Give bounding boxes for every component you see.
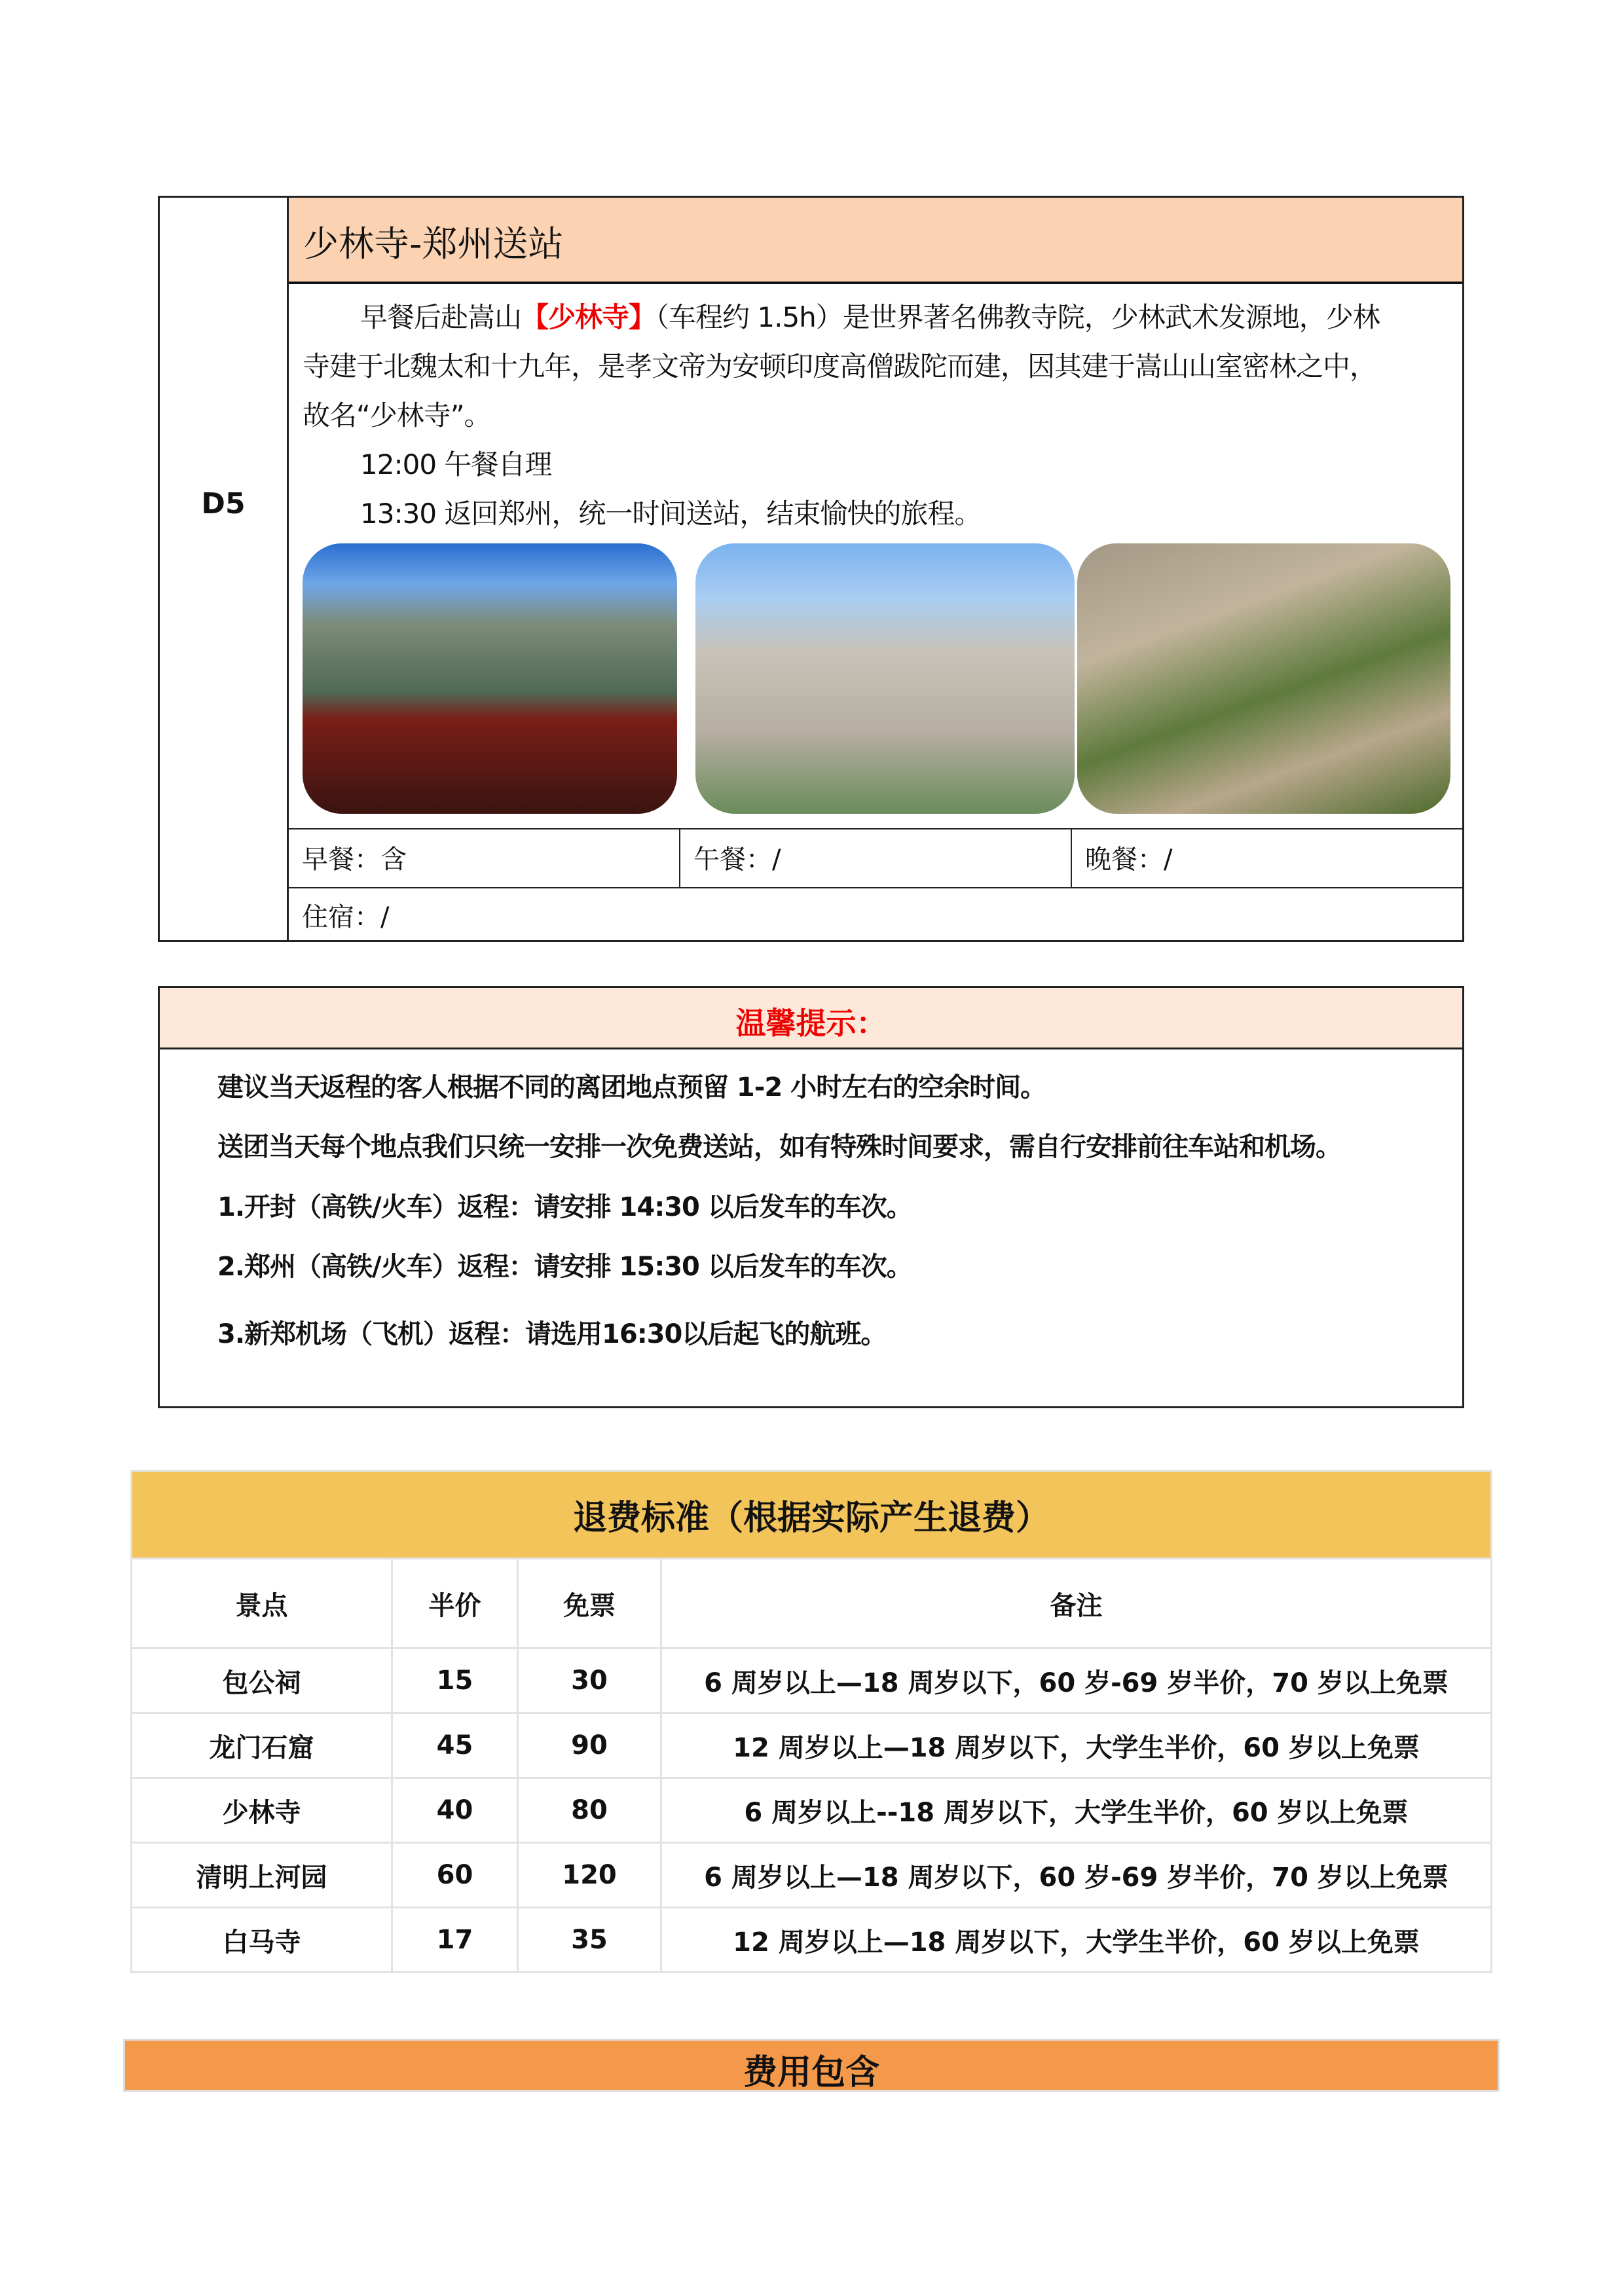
cell: 6 周岁以上--18 周岁以下，大学生半价，60 岁以上免票 xyxy=(661,1778,1492,1843)
tips-title: 温馨提示： xyxy=(160,988,1462,1049)
cell: 30 xyxy=(518,1649,661,1713)
day-label: D5 xyxy=(160,198,289,940)
cell: 90 xyxy=(518,1713,661,1778)
cell: 15 xyxy=(392,1649,518,1713)
meals-row xyxy=(289,828,1462,888)
header-site: 景点 xyxy=(132,1559,392,1649)
description-line-1 xyxy=(303,296,1380,335)
table-row xyxy=(132,1908,1492,1973)
cell: 40 xyxy=(392,1778,518,1843)
table-row xyxy=(132,1843,1492,1908)
text: 早餐后赴嵩山 xyxy=(360,301,522,333)
stone-archway-photo xyxy=(695,543,1075,814)
cell: 45 xyxy=(392,1713,518,1778)
description-line-3: 故名“少林寺”。 xyxy=(303,399,491,431)
tip-line: 送团当天每个地点我们只统一安排一次免费送站，如有特殊时间要求，需自行安排前往车站和机场。 xyxy=(217,1132,1341,1162)
return-note: 13:30 返回郑州，统一时间送站，结束愉快的旅程。 xyxy=(360,498,982,530)
tip-line: 建议当天返程的客人根据不同的离团地点预留 1-2 小时左右的空余时间。 xyxy=(217,1072,1046,1102)
cell: 60 xyxy=(392,1843,518,1908)
cell: 包公祠 xyxy=(132,1649,392,1713)
cell: 龙门石窟 xyxy=(132,1713,392,1778)
breakfast: 早餐：含 xyxy=(289,829,680,887)
cell: 17 xyxy=(392,1908,518,1973)
table-row xyxy=(132,1778,1492,1843)
cell: 少林寺 xyxy=(132,1778,392,1843)
table-row xyxy=(132,1713,1492,1778)
table-row xyxy=(132,1649,1492,1713)
cell: 清明上河园 xyxy=(132,1843,392,1908)
lunch-note: 12:00 午餐自理 xyxy=(360,448,552,481)
cell: 白马寺 xyxy=(132,1908,392,1973)
description-line-2: 寺建于北魏太和十九年，是孝文帝为安顿印度高僧跋陀而建，因其建于嵩山山室密林之中， xyxy=(303,350,1377,382)
cell: 12 周岁以上—18 周岁以下，大学生半价，60 岁以上免票 xyxy=(661,1908,1492,1973)
cell: 80 xyxy=(518,1778,661,1843)
cell: 120 xyxy=(518,1843,661,1908)
tips-box xyxy=(158,986,1464,1408)
shaolin-temple-gate-photo xyxy=(303,543,677,814)
refund-table xyxy=(130,1470,1492,1973)
dinner: 晚餐：/ xyxy=(1085,845,1173,875)
highlight-shaolin: 【少林寺】 xyxy=(521,301,656,333)
cell: 6 周岁以上—18 周岁以下，60 岁-69 岁半价，70 岁以上免票 xyxy=(661,1843,1492,1908)
text: （车程约 1.5h）是世界著名佛教寺院，少林武术发源地，少林 xyxy=(655,301,1380,333)
header-note: 备注 xyxy=(661,1559,1492,1649)
cell: 6 周岁以上—18 周岁以下，60 岁-69 岁半价，70 岁以上免票 xyxy=(661,1649,1492,1713)
day-title: 少林寺-郑州送站 xyxy=(289,198,1462,284)
fees-included-header: 费用包含 xyxy=(123,2039,1500,2092)
pagoda-forest-photo xyxy=(1077,543,1450,814)
tip-line: 2.郑州（高铁/火车）返程：请安排 15:30 以后发车的车次。 xyxy=(217,1252,912,1282)
refund-title: 退费标准（根据实际产生退费） xyxy=(132,1471,1492,1559)
cell: 35 xyxy=(518,1908,661,1973)
day-itinerary-table xyxy=(158,196,1464,942)
lodging: 住宿：/ xyxy=(302,902,390,932)
tip-line: 1.开封（高铁/火车）返程：请安排 14:30 以后发车的车次。 xyxy=(217,1192,912,1222)
header-free: 免票 xyxy=(518,1559,661,1649)
cell: 12 周岁以上—18 周岁以下，大学生半价，60 岁以上免票 xyxy=(661,1713,1492,1778)
header-half: 半价 xyxy=(392,1559,518,1649)
lunch: 午餐：/ xyxy=(680,829,1072,887)
tip-line: 3.新郑机场（飞机）返程：请选用16:30以后起飞的航班。 xyxy=(217,1319,887,1349)
